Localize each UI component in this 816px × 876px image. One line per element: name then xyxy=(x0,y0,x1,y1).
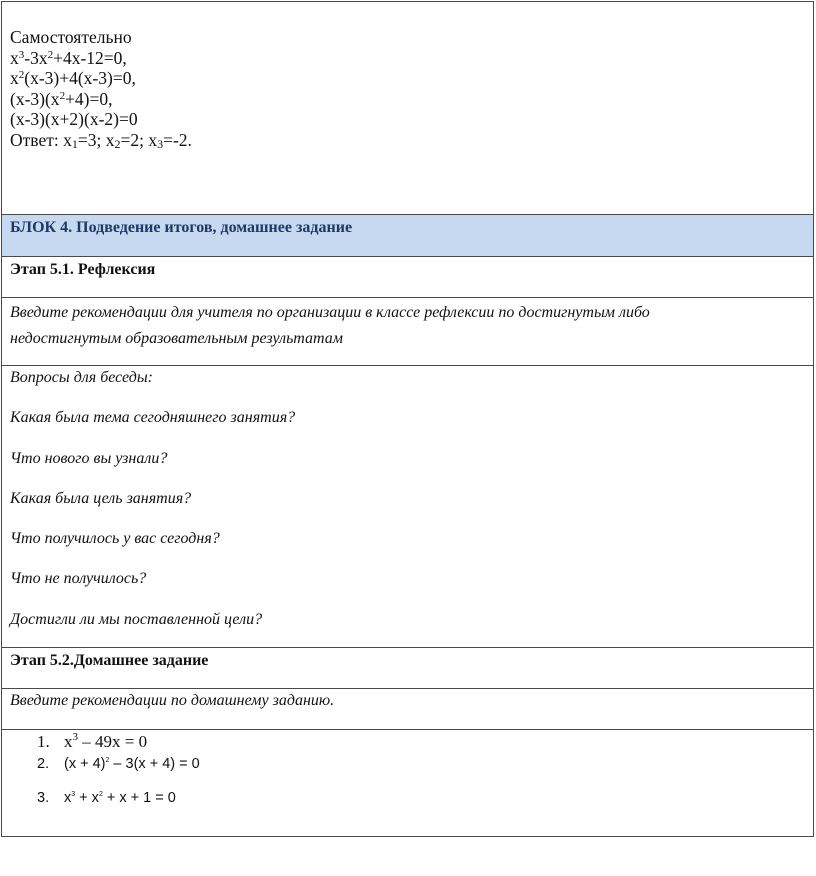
homework-item xyxy=(37,787,813,809)
solution-line-1: $x^3-3x^2+4x-12=0$, xyxy=(10,47,127,68)
homework-equation: $(x + 4)^2 - 3(x + 4) = 0$ xyxy=(64,756,200,772)
question-item: Достигли ли мы поставленной цели? xyxy=(10,610,263,628)
question-item: Какая была цель занятия? xyxy=(10,489,192,507)
question-item: Что получилось у вас сегодня? xyxy=(10,530,220,548)
homework-row xyxy=(2,732,813,836)
stage-5-2-recommendation: Введите рекомендации по домашнему заданию. xyxy=(10,692,335,709)
homework-equation: $x^3 - 49x = 0$ xyxy=(64,731,148,751)
block-header-row xyxy=(2,215,813,257)
reflection-questions xyxy=(2,366,813,649)
stage-5-1-recommendation-row xyxy=(2,298,813,366)
solution-line-2: $x^2(x-3)+4(x-3)=0$, xyxy=(10,68,136,89)
homework-number: 3. xyxy=(37,790,50,806)
question-item: Что не получилось? xyxy=(10,570,147,588)
question-item: Что нового вы узнали? xyxy=(10,449,168,467)
reflection-questions-row xyxy=(2,366,813,648)
stage-5-2-title: Этап 5.2.Домашнее задание xyxy=(10,652,209,669)
stage-5-2-recommendation-row xyxy=(2,689,813,730)
question-item: Какая была тема сегодняшнего занятия? xyxy=(10,409,296,427)
stage-5-1-row xyxy=(2,257,813,298)
recommendation-line-1: Введите рекомендации для учителя по организации в классе рефлексии по достигнутым либо xyxy=(10,304,650,321)
solution-heading: Самостоятельно xyxy=(10,27,132,47)
block-title: БЛОК 4. Подведение итогов, домашнее задание xyxy=(10,219,353,236)
homework-number: 1. xyxy=(37,732,50,751)
solution-cell xyxy=(2,2,813,151)
homework-equation: $x^3 + x^2 + x + 1 = 0$ xyxy=(64,790,176,806)
stage-5-2-row xyxy=(2,648,813,689)
solution-answer: Ответ: $x_1=3$; $x_2=2$; $x_3=-2$. xyxy=(10,129,192,151)
homework-item xyxy=(37,753,813,775)
solution-row xyxy=(2,2,813,215)
homework-number: 2. xyxy=(37,756,50,772)
homework-list xyxy=(2,732,813,809)
stage-5-1-recommendation xyxy=(2,298,813,352)
lesson-plan-table xyxy=(1,1,814,837)
stage-5-1-title: Этап 5.1. Рефлексия xyxy=(10,261,156,278)
solution-line-4: (x-3)(x+2)(x-2)=0 xyxy=(10,109,138,130)
questions-heading: Вопросы для беседы: xyxy=(10,369,154,386)
homework-item xyxy=(37,732,813,752)
solution-line-3: $(x-3)(x^2+4)=0$, xyxy=(10,88,113,109)
recommendation-line-2: недостигнутым образовательным результатам xyxy=(10,330,343,347)
